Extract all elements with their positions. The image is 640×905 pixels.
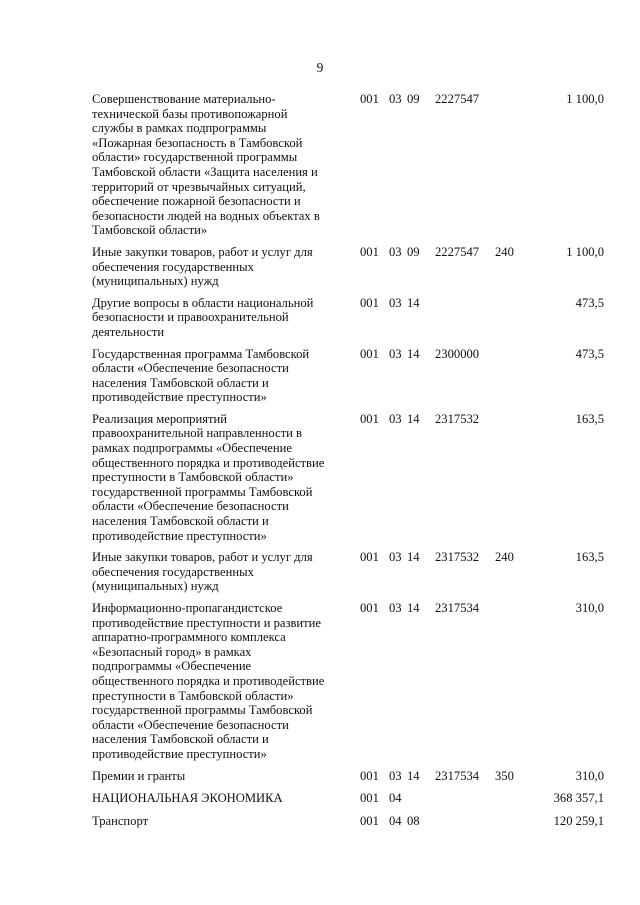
- row-description: Транспорт: [92, 813, 149, 828]
- section-code: 03: [389, 550, 402, 565]
- table-row: [92, 769, 604, 784]
- row-description: Информационно-пропагандистское противодействие преступности и развитие аппаратно-программного комплекса «Безопасный город» в рамках подпрограммы «Обеспечение общественного порядка и противодействие преступности в Тамбовской области» государственной программы Тамбовской области «Обеспечение безопасности населения Тамбовской области и противодействие преступности»: [92, 601, 325, 761]
- target-article-code: 2227547: [435, 244, 480, 259]
- table-row: [92, 814, 604, 829]
- section-code: 04: [389, 791, 402, 806]
- row-description: Другие вопросы в области национальной безопасности и правоохранительной деятельности: [92, 295, 314, 339]
- table-row: [92, 550, 604, 594]
- subsection-code: 14: [407, 550, 420, 565]
- admin-code: 001: [360, 813, 379, 828]
- admin-code: 001: [360, 295, 379, 310]
- section-code: 03: [389, 92, 402, 106]
- target-article-code: 2227547: [435, 92, 480, 106]
- target-article-code: 2317534: [435, 601, 480, 615]
- section-code: 03: [389, 411, 402, 426]
- section-code: 03: [389, 601, 402, 615]
- subsection-code: 09: [407, 244, 420, 259]
- page-number: 9: [316, 60, 324, 75]
- amount: 163,5: [575, 411, 604, 426]
- table-row: [92, 296, 604, 340]
- admin-code: 001: [360, 601, 379, 615]
- admin-code: 001: [360, 768, 379, 783]
- subsection-code: 08: [407, 813, 420, 828]
- row-description: Реализация мероприятий правоохранительной направленности в рамках подпрограммы «Обеспечение общественного порядка и противодействие преступности в Тамбовской области» государственной программы Тамбовской области «Обеспечение безопасности населения Тамбовской области и противодействие преступности»: [92, 411, 325, 543]
- row-description: Иные закупки товаров, работ и услуг для обеспечения государственных (муниципальных) нужд: [92, 550, 313, 594]
- section-code: 03: [389, 244, 402, 259]
- target-article-code: 2300000: [435, 346, 480, 361]
- row-description: Иные закупки товаров, работ и услуг для обеспечения государственных (муниципальных) нужд: [92, 244, 313, 289]
- table-row: [92, 791, 604, 806]
- admin-code: 001: [360, 346, 379, 361]
- table-row: [92, 601, 604, 762]
- section-code: 04: [389, 813, 402, 828]
- target-article-code: 2317532: [435, 550, 480, 565]
- amount: 368 357,1: [553, 791, 604, 806]
- expense-type-code: 350: [495, 768, 514, 783]
- target-article-code: 2317534: [435, 768, 480, 783]
- amount: 1 100,0: [566, 244, 604, 259]
- subsection-code: 14: [407, 346, 420, 361]
- row-description: Премии и гранты: [92, 768, 186, 783]
- admin-code: 001: [360, 244, 379, 259]
- table-row: [92, 347, 604, 405]
- amount: 473,5: [575, 346, 604, 361]
- subsection-code: 14: [407, 768, 420, 783]
- section-code: 03: [389, 346, 402, 361]
- subsection-code: 14: [407, 295, 420, 310]
- amount: 1 100,0: [566, 92, 604, 106]
- expense-type-code: 240: [495, 550, 514, 565]
- amount: 120 259,1: [553, 813, 604, 828]
- budget-table: [92, 92, 604, 836]
- table-row: [92, 412, 604, 543]
- table-row: [92, 245, 604, 289]
- subsection-code: 14: [407, 601, 420, 615]
- admin-code: 001: [360, 411, 379, 426]
- admin-code: 001: [360, 92, 379, 106]
- row-description: Совершенствование материально- технической базы противопожарной службы в рамках подпрограммы «Пожарная безопасность в Тамбовской области» государственной программы Тамбовской области «Защита населения и территорий от чрезвычайных ситуаций, обеспечение пожарной безопасности и безопасности людей на водных объектах в Тамбовской области»: [92, 92, 320, 238]
- amount: 473,5: [575, 295, 604, 310]
- section-code: 03: [389, 295, 402, 310]
- row-description: Государственная программа Тамбовской области «Обеспечение безопасности населения Тамбовской области и противодействие преступности»: [92, 346, 310, 405]
- admin-code: 001: [360, 550, 379, 565]
- section-code: 03: [389, 768, 402, 783]
- amount: 163,5: [575, 550, 604, 565]
- subsection-code: 14: [407, 411, 420, 426]
- table-row: [92, 92, 604, 238]
- admin-code: 001: [360, 791, 379, 806]
- target-article-code: 2317532: [435, 411, 480, 426]
- subsection-code: 09: [407, 92, 420, 106]
- row-description: НАЦИОНАЛЬНАЯ ЭКОНОМИКА: [92, 791, 283, 806]
- amount: 310,0: [575, 601, 604, 615]
- amount: 310,0: [575, 768, 604, 783]
- expense-type-code: 240: [495, 244, 514, 259]
